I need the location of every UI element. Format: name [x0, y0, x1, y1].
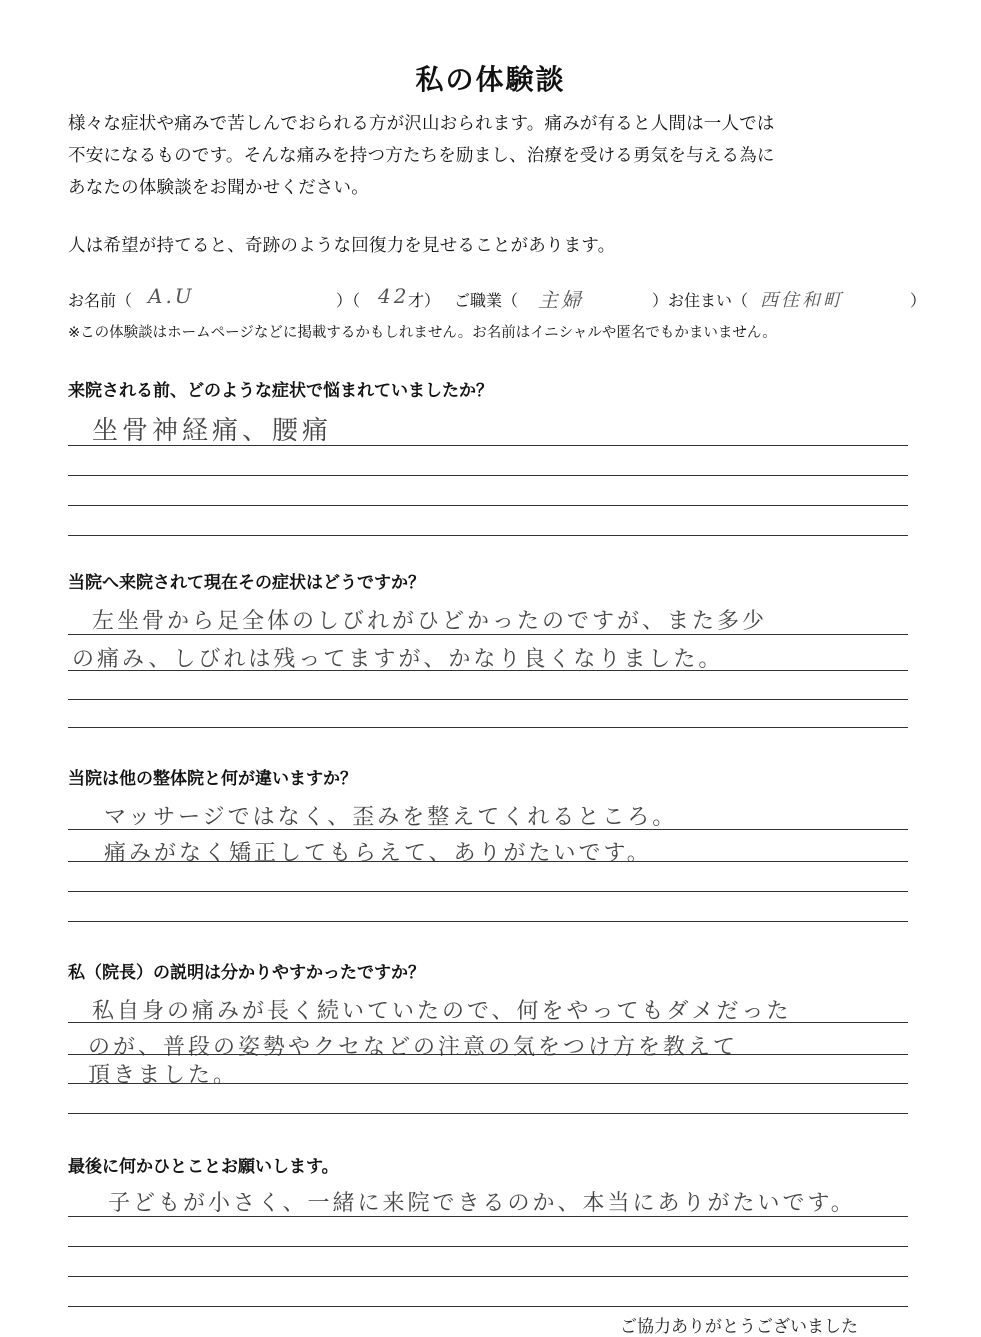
answer-line: [68, 1276, 908, 1277]
personal-info-row: [68, 284, 948, 314]
answer-2-line-2[interactable]: の痛み、しびれは残ってますが、かなり良くなりました。: [72, 647, 724, 672]
answer-1-line-1[interactable]: 坐骨神経痛、腰痛: [92, 416, 333, 446]
question-4: 私（院長）の説明は分かりやすかったですか？: [68, 963, 425, 983]
answer-line: [68, 535, 908, 536]
intro-line-3: あなたの体験談をお聞かせください。: [68, 178, 369, 198]
age-open-label: ）（: [336, 291, 361, 310]
answer-line: [68, 861, 908, 862]
intro-line-1: 様々な症状や痛みで苦しんでおられる方が沢山おられます。痛みが有ると人間は一人では: [68, 114, 775, 134]
job-label: ご職業（: [454, 291, 519, 310]
answer-line: [68, 921, 908, 922]
address-close: ）: [910, 291, 927, 310]
intro-line-2: 不安になるものです。そんな痛みを持つ方たちを励まし、治療を受ける勇気を与える為に: [68, 146, 775, 166]
question-2: 当院へ来院されて現在その症状はどうですか？: [68, 573, 425, 593]
address-label: ）お住まい（: [652, 291, 749, 310]
answer-line: [68, 1246, 908, 1247]
name-value[interactable]: A.U: [148, 284, 195, 308]
age-unit-label: 才）: [408, 291, 441, 310]
name-label: お名前（: [68, 291, 133, 310]
answer-2-line-1[interactable]: 左坐骨から足全体のしびれがひどかったのですが、また多少: [92, 609, 768, 634]
question-5: 最後に何かひとことお願いします。: [68, 1157, 339, 1177]
answer-line: [68, 475, 908, 476]
page-title: 私の体験談: [415, 63, 566, 96]
question-1: 来院される前、どのような症状で悩まれていましたか？: [68, 381, 493, 401]
answer-line: [68, 891, 908, 892]
answer-line: [68, 505, 908, 506]
answer-3-line-2[interactable]: 痛みがなく矯正してもらえて、ありがたいです。: [104, 841, 652, 866]
answer-line: [68, 1216, 908, 1217]
answer-line: [68, 1054, 908, 1055]
privacy-note: ※この体験談はホームページなどに掲載するかもしれません。お名前はイニシャルや匿名でもかまいません。: [68, 325, 777, 341]
answer-line: [68, 1022, 908, 1023]
intro-line-4: 人は希望が持てると、奇跡のような回復力を見せることがあります。: [68, 236, 616, 256]
answer-line: [68, 829, 908, 830]
answer-line: [68, 1306, 908, 1307]
answer-line: [68, 445, 908, 446]
answer-3-line-1[interactable]: マッサージではなく、歪みを整えてくれるところ。: [104, 805, 678, 830]
answer-4-line-2[interactable]: のが、普段の姿勢やクセなどの注意の気をつけ方を教えて: [88, 1035, 739, 1060]
answer-5-line-1[interactable]: 子どもが小さく、一緒に来院できるのか、本当にありがたいです。: [108, 1191, 856, 1216]
job-value[interactable]: 主婦: [538, 288, 584, 312]
answer-4-line-1[interactable]: 私自身の痛みが長く続いていたので、何をやってもダメだった: [92, 999, 792, 1024]
age-value[interactable]: 42: [378, 284, 410, 308]
answer-line: [68, 1083, 908, 1084]
answer-line: [68, 727, 908, 728]
answer-4-line-3[interactable]: 頂きました。: [88, 1063, 239, 1088]
address-value[interactable]: 西住和町: [760, 290, 844, 311]
closing-thanks: ご協力ありがとうございました: [620, 1317, 858, 1337]
answer-line: [68, 634, 908, 635]
question-3: 当院は他の整体院と何が違いますか？: [68, 769, 357, 789]
answer-line: [68, 670, 908, 671]
answer-line: [68, 1113, 908, 1114]
answer-line: [68, 699, 908, 700]
